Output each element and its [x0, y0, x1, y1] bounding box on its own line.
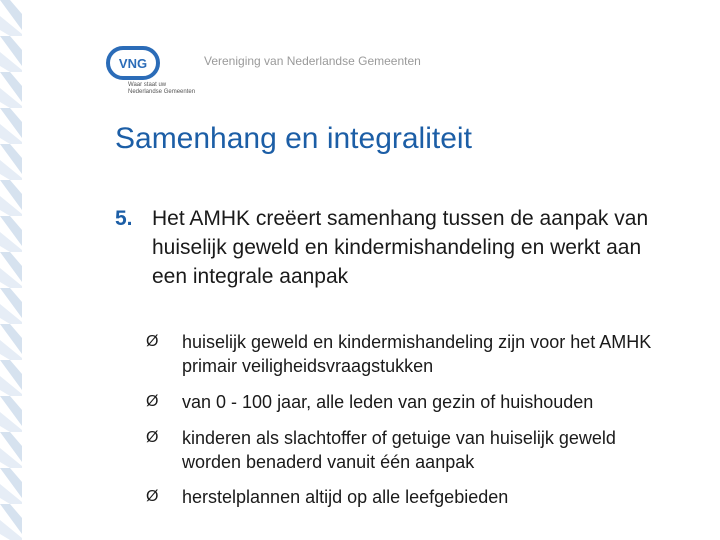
- sub-point: [146, 330, 676, 378]
- sub-point-text: van 0 - 100 jaar, alle leden van gezin of huishouden: [182, 392, 594, 412]
- arrow-bullet-icon: Ø: [146, 333, 159, 350]
- slide-title: Samenhang en integraliteit: [115, 122, 472, 155]
- svg-text:VNG: VNG: [118, 56, 148, 71]
- sub-point-text: huiselijk geweld en kindermishandeling zijn voor het AMHK primair veiligheidsvraagstukken: [182, 332, 652, 376]
- vng-logo-icon: [104, 44, 196, 96]
- decorative-side-stripes: [0, 0, 22, 540]
- arrow-bullet-icon: Ø: [146, 429, 159, 446]
- sub-point: [146, 485, 676, 509]
- svg-text:Waar staat uw: Waar staat uw: [128, 82, 167, 88]
- arrow-bullet-icon: Ø: [146, 488, 159, 505]
- svg-text:Nederlandse Gemeenten: Nederlandse Gemeenten: [128, 89, 196, 95]
- sub-point: [146, 426, 676, 474]
- main-point-number: 5.: [115, 207, 133, 230]
- organization-name: Vereniging van Nederlandse Gemeenten: [204, 54, 421, 68]
- main-point-text: Het AMHK creëert samenhang tussen de aanpak van huiselijk geweld en kindermishandeling en werkt aan een integrale aanpak: [152, 207, 649, 288]
- sub-point-text: herstelplannen altijd op alle leefgebieden: [182, 487, 509, 507]
- main-point: [115, 204, 675, 291]
- sub-point-text: kinderen als slachtoffer of getuige van huiselijk geweld worden benaderd vanuit één aanpak: [182, 428, 616, 472]
- sub-point: [146, 390, 676, 414]
- arrow-bullet-icon: Ø: [146, 393, 159, 410]
